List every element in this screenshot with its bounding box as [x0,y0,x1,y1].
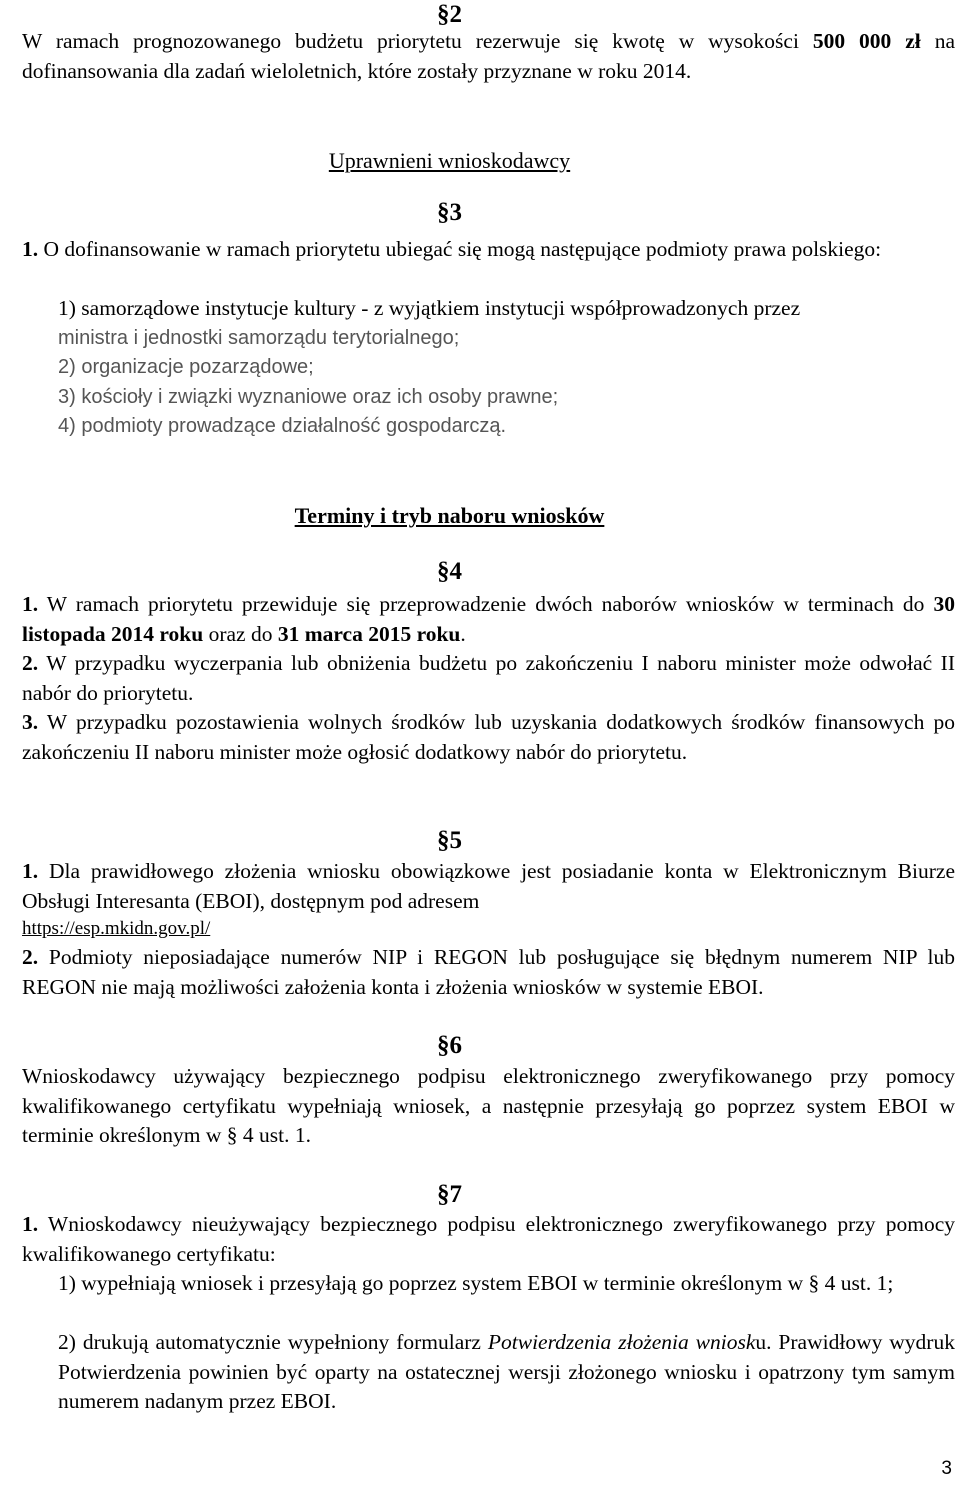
section-4-p1: 1. W ramach priorytetu przewiduje się przeprowadzenie dwóch naborów wniosków w terminach do 30 listopada 2014 roku oraz do 31 marca 2015 roku. [22,592,955,646]
list-item: 1) wypełniają wniosek i przesyłają go poprzez system EBOI w terminie określonym w § 4 ust. 1; [58,1271,894,1295]
section-4-p3: 3. W przypadku pozostawienia wolnych środków lub uzyskania dodatkowych środków finansowych po zakończeniu II naboru minister może ogłosić dodatkowy nabór do priorytetu. [22,710,955,764]
deadline-2: 31 marca 2015 roku [277,621,461,646]
section-6-text: Wnioskodawcy używający bezpiecznego podpisu elektronicznego zweryfikowanego przy pomocy kwalifikowanego certyfikatu wypełniają wniosek, a następnie przesyłają go poprzez system EBOI w terminie określonym w § 4 ust. 1. [22,1064,955,1147]
section-7-item2: 2) drukują automatycznie wypełniony formularz Potwierdzenia złożenia wniosku. Prawidłowy wydruk Potwierdzenia powinien być oparty na ostatecznej wersji złożonego wniosku i opatrzony tym samym numerem nadanym przez EBOI. [58,1330,955,1413]
section-4-p2: 2. W przypadku wyczerpania lub obniżenia budżetu po zakończeniu I naboru minister może odwołać II nabór do priorytetu. [22,651,955,705]
section-5-p1: 1. Dla prawidłowego złożenia wniosku obowiązkowe jest posiadanie konta w Elektronicznym Biurze Obsługi Interesanta (EBOI), dostępnym pod adresem [22,859,955,913]
page-number: 3 [941,1458,952,1479]
budget-amount: 500 000 zł [812,29,921,53]
section-4-heading: §4 [437,558,462,585]
list-item: 2) organizacje pozarządowe; [58,356,314,378]
eboi-link-line [22,914,955,944]
form-name: Potwierdzenia złożenia wniosk [487,1330,756,1354]
section-5-heading: §5 [437,827,462,854]
list-item: 1) samorządowe instytucje kultury - z wyjątkiem instytucji współprowadzonych przez [58,296,801,320]
section-5-p2: 2. Podmioty nieposiadające numerów NIP i REGON lub posługujące się błędnym numerem NIP lub REGON nie mają możliwości założenia konta i złożenia wniosków w systemie EBOI. [22,945,955,999]
list-item: 4) podmioty prowadzące działalność gospodarczą. [58,415,507,437]
section-2-heading [22,0,877,31]
eboi-link[interactable]: https://esp.mkidn.gov.pl/ [22,918,211,939]
section-7-item1 [22,1269,955,1299]
deadline-1: 30 listopada 2014 roku [22,592,955,646]
section-3-heading: §3 [437,199,462,226]
section-7-heading: §7 [437,1181,462,1208]
section-3-intro: 1. O dofinansowanie w ramach priorytetu ubiegać się mogą następujące podmioty prawa polskiego: [22,237,882,261]
section-7-p1: 1. Wnioskodawcy nieużywający bezpiecznego podpisu elektronicznego zweryfikowanego przy pomocy kwalifikowanego certyfikatu: [22,1212,955,1266]
section-6-heading: §6 [437,1032,462,1059]
list-item: 3) kościoły i związki wyznaniowe oraz ich osoby prawne; [58,385,559,408]
list-item: ministra i jednostki samorządu terytorialnego; [58,326,460,349]
heading-uprawnieni: Uprawnieni wnioskodawcy [328,148,571,173]
section-sign: §2 [437,1,462,28]
heading-terminy: Terminy i tryb naboru wniosków [294,503,605,528]
section-3-list [22,294,955,442]
document-page [22,0,955,1492]
section-2-text: W ramach prognozowanego budżetu priorytetu rezerwuje się kwotę w wysokości 500 000 zł na dofinansowania dla zadań wieloletnich, które zostały przyznane w roku 2014. [22,29,955,83]
